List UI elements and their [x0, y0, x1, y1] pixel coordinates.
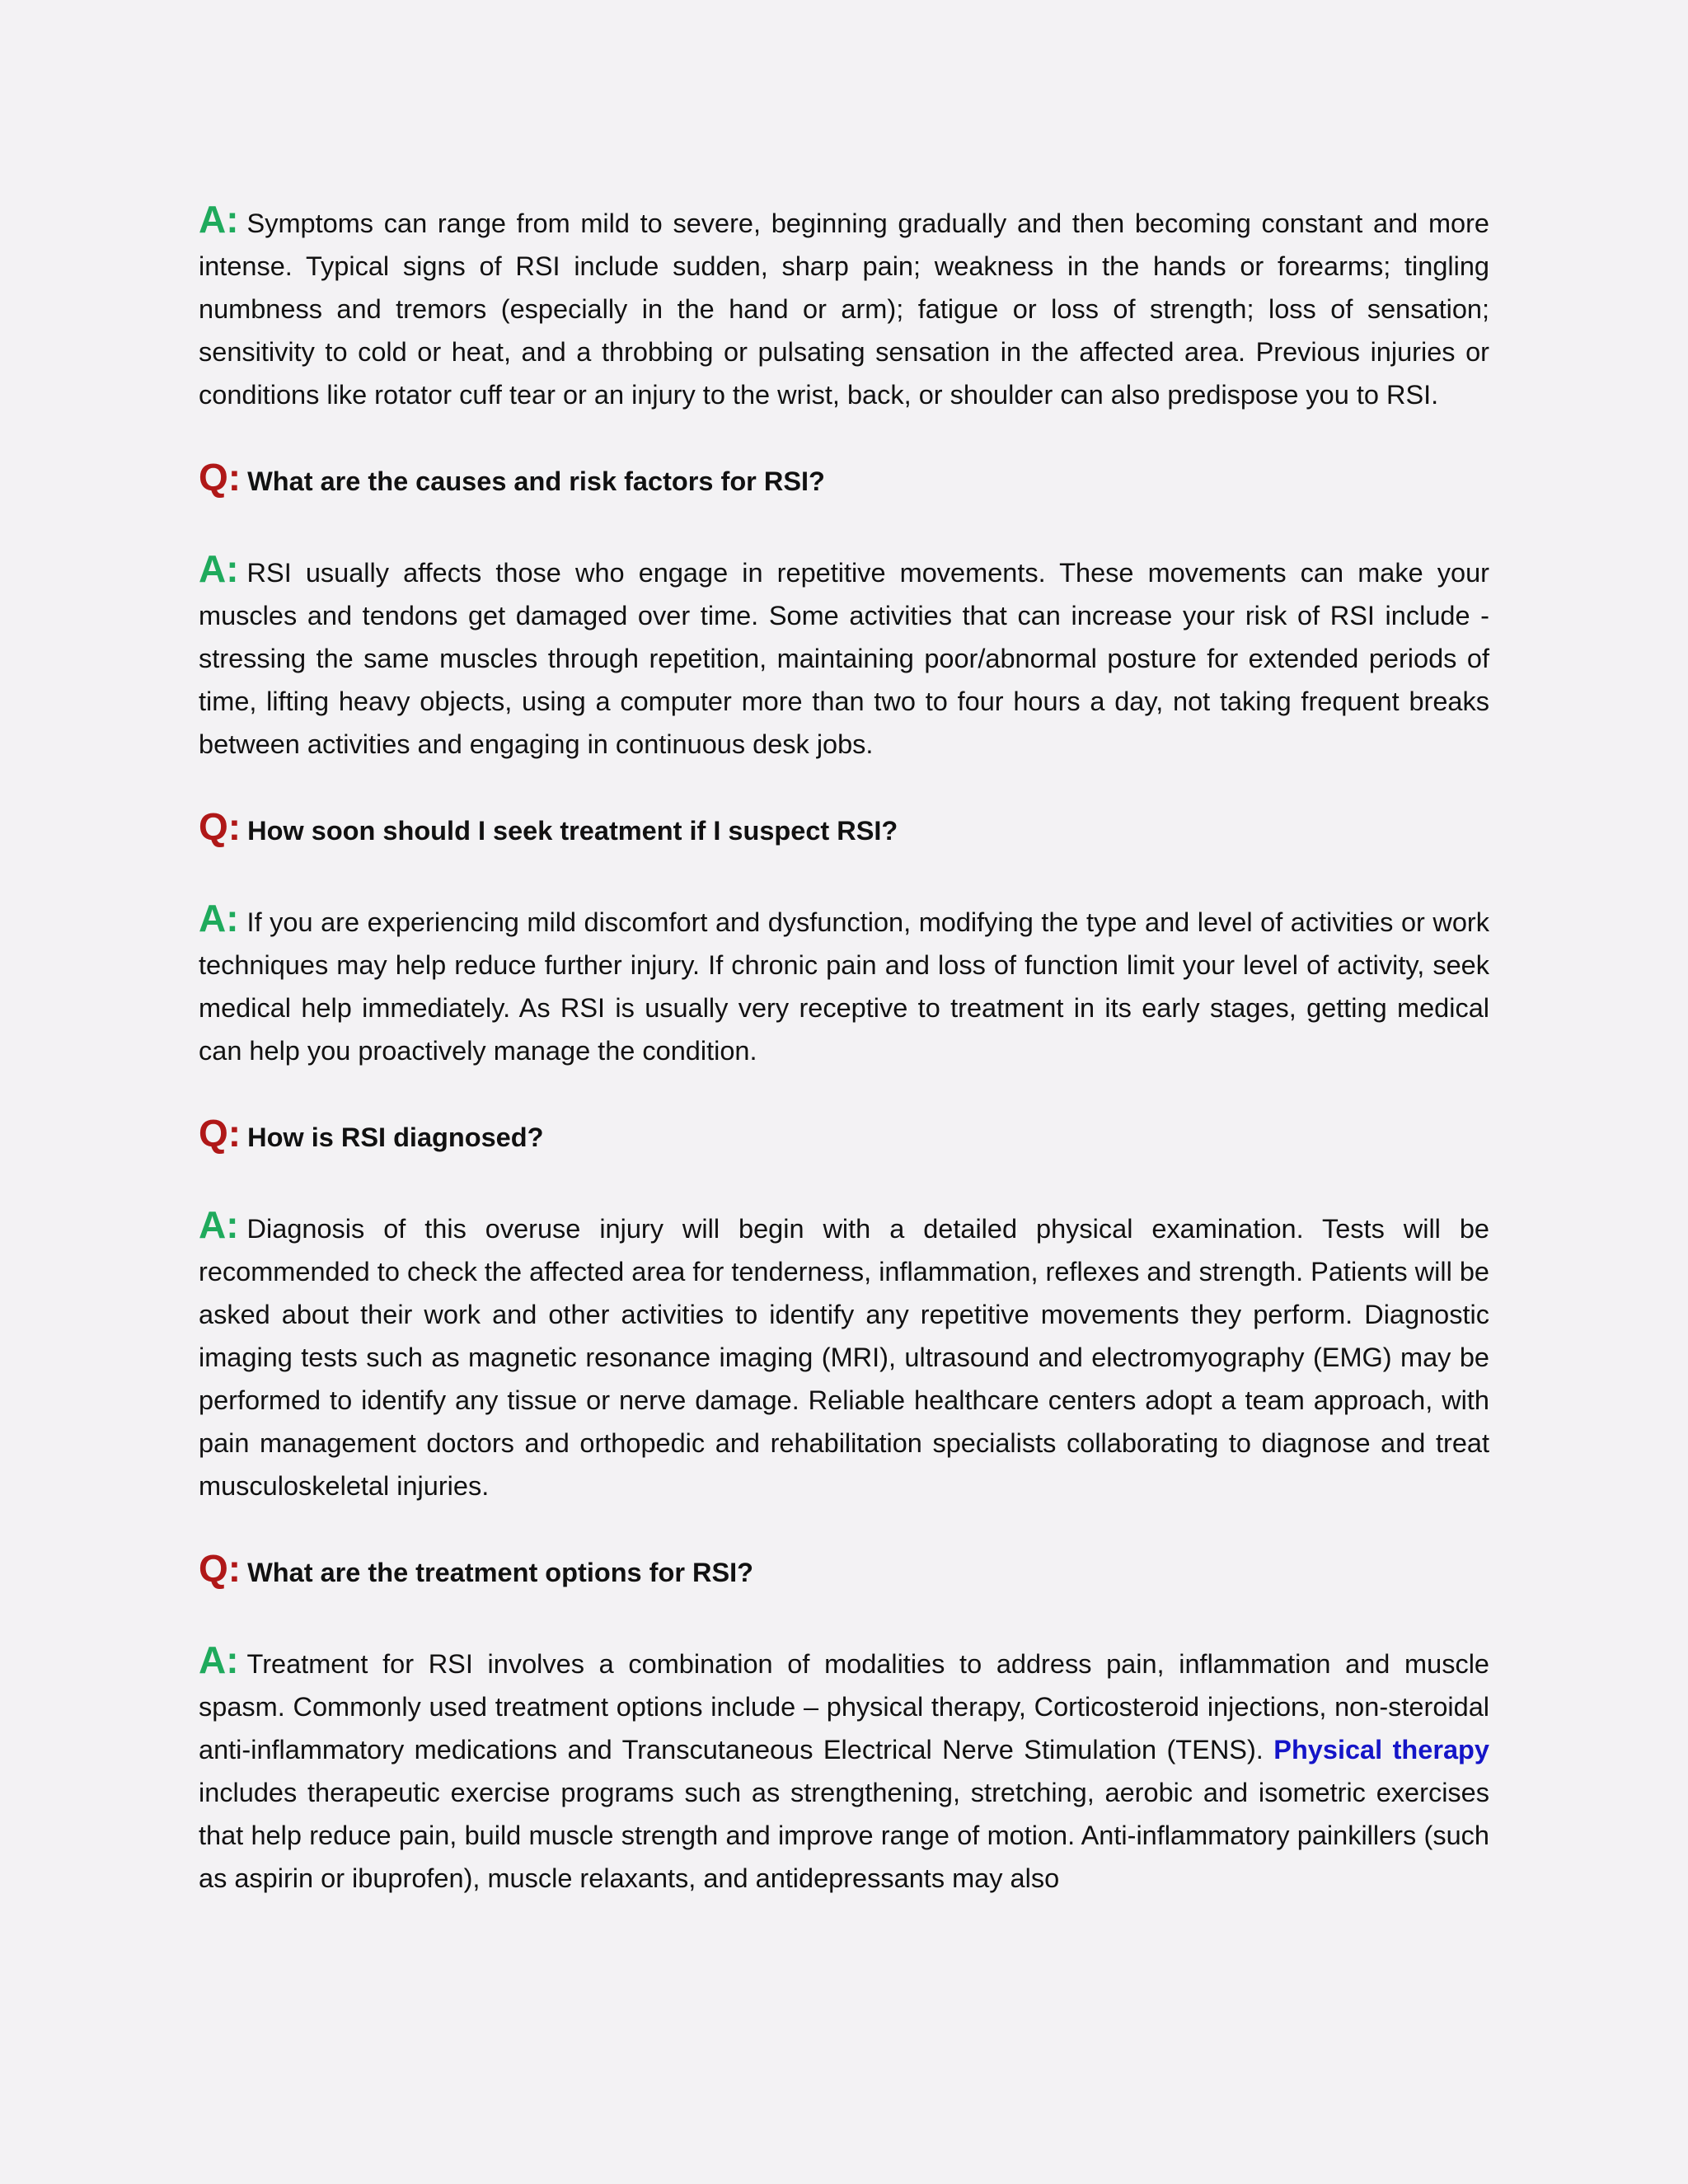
question-marker: Q: — [199, 456, 241, 499]
document-page — [199, 198, 1489, 1900]
question-text: What are the treatment options for RSI? — [247, 1558, 754, 1587]
answer-text: Symptoms can range from mild to severe, beginning gradually and then becoming constant and more intense. Typical signs of RSI include sudden, sharp pain; weakness in the hands or forearms; tingling numbness and tremors (especially in the hand or arm); fatigue or loss of strength; loss of sensation; sensitivity to cold or heat, and a throbbing or pulsating sensation in the affected area. Previous injuries or conditions like rotator cuff tear or an injury to the wrist, back, or shoulder can also predispose you to RSI. — [199, 209, 1489, 410]
question-diagnosis — [199, 1112, 1489, 1159]
answer-when-seek-treatment — [199, 897, 1489, 1072]
answer-marker: A: — [199, 1203, 239, 1246]
answer-diagnosis — [199, 1203, 1489, 1507]
answer-symptoms — [199, 198, 1489, 416]
question-treatment — [199, 1547, 1489, 1594]
question-when-seek-treatment — [199, 805, 1489, 852]
answer-text: Diagnosis of this overuse injury will begin with a detailed physical examination. Tests will be recommended to check the affected area for tenderness, inflammation, reflexes and strength. Patients will be asked about their work and other activities to identify any repetitive movements they perform. Diagnostic imaging tests such as magnetic resonance imaging (MRI), ultrasound and electromyography (EMG) may be performed to identify any tissue or nerve damage. Reliable healthcare centers adopt a team approach, with pain management doctors and orthopedic and rehabilitation specialists collaborating to diagnose and treat musculoskeletal injuries. — [199, 1214, 1489, 1501]
answer-marker: A: — [199, 198, 239, 241]
answer-treatment — [199, 1638, 1489, 1900]
physical-therapy-link[interactable]: Physical therapy — [1273, 1735, 1489, 1765]
question-causes — [199, 456, 1489, 503]
answer-marker: A: — [199, 1638, 239, 1681]
question-text: How is RSI diagnosed? — [247, 1122, 544, 1152]
answer-causes — [199, 547, 1489, 766]
answer-marker: A: — [199, 897, 239, 940]
answer-text: RSI usually affects those who engage in repetitive movements. These movements can make your muscles and tendons get damaged over time. Some activities that can increase your risk of RSI include - stressing the same muscles through repetition, maintaining poor/abnormal posture for extended periods of time, lifting heavy objects, using a computer more than two to four hours a day, not taking frequent breaks between activities and engaging in continuous desk jobs. — [199, 558, 1489, 759]
answer-text: If you are experiencing mild discomfort and dysfunction, modifying the type and level of activities or work techniques may help reduce further injury. If chronic pain and loss of function limit your level of activity, seek medical help immediately. As RSI is usually very receptive to treatment in its early stages, getting medical can help you proactively manage the condition. — [199, 907, 1489, 1066]
answer-text-part2: includes therapeutic exercise programs such as strengthening, stretching, aerobic and isometric exercises that help reduce pain, build muscle strength and improve range of motion. Anti-inflammatory painkillers (such as aspirin or ibuprofen), muscle relaxants, and antidepressants may also — [199, 1778, 1489, 1893]
question-marker: Q: — [199, 1547, 241, 1590]
answer-marker: A: — [199, 547, 239, 590]
question-text: What are the causes and risk factors for RSI? — [247, 466, 825, 496]
question-marker: Q: — [199, 1112, 241, 1155]
answer-text-part1: Treatment for RSI involves a combination of modalities to address pain, inflammation and muscle spasm. Commonly used treatment options include – physical therapy, Corticosteroid injections, non-steroidal anti-inflammatory medications and Transcutaneous Electrical Nerve Stimulation (TENS). — [199, 1649, 1489, 1765]
question-marker: Q: — [199, 805, 241, 848]
question-text: How soon should I seek treatment if I suspect RSI? — [247, 816, 898, 846]
